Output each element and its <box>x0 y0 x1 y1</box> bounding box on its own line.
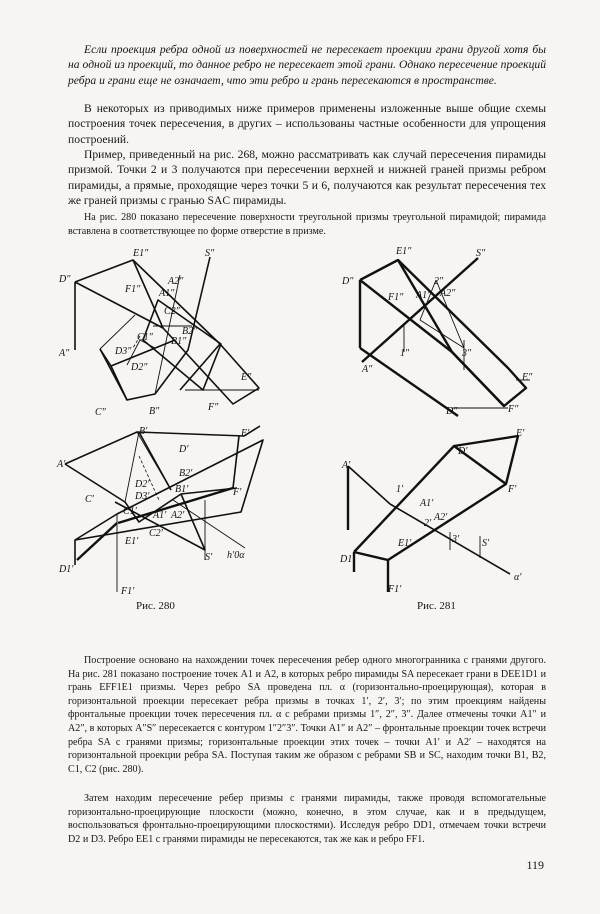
fig281-front-view <box>360 258 530 416</box>
svg-text:2′: 2′ <box>424 518 432 529</box>
fig280-front-view <box>75 257 259 404</box>
svg-text:A″: A″ <box>362 364 373 375</box>
svg-text:E′: E′ <box>241 428 250 439</box>
svg-text:D″: D″ <box>342 276 354 287</box>
paragraph-2: В некоторых из приводимых ниже примеров применены изложенные выше общие схемы построения точек пересечения, в других – использованы частные особенности для упрощения построений. <box>68 102 546 146</box>
svg-text:F1″: F1″ <box>388 292 404 303</box>
svg-text:C″: C″ <box>95 407 106 418</box>
svg-text:A″: A″ <box>59 348 70 359</box>
svg-text:A2″: A2″ <box>440 288 456 299</box>
svg-text:E″: E″ <box>522 372 533 383</box>
paragraph-5: Построение основано на нахождении точек пересечения ребер одного многогранника с гранями другого. На рис. 281 показано построение точек A1 и A2, в которых ребро пирамиды SA пересекает грани в DEE1D1 и грань EFF1E1 призмы. Через ребро SA проведена пл. α (горизонтально-проецирующая), которая в горизонтальной проекции пересекает ребра призмы в точках 1′, 2′, 3′; по этим проекциям найдены фронтальные проекции точек пересечения пл. α с ребрами призмы 1″, 2″, 3″. Далее отмечены точки A1″ и A2″, в которых A″S″ пересекается с контуром 1″2″3″. Точки A1″ и A2″ – фронтальные проекции точек встречи ребра SA с гранями призмы; горизонтальные проекции этих точек – точки A1′ и A2′ – находятся на горизонтальной проекции ребра SA. Поступая таким же образом с ребрами SB и SC, находим точки B1, B2, C1, C2 (рис. 280). <box>68 655 546 775</box>
fig281-labels-top <box>340 428 525 595</box>
fig280-labels-top <box>56 426 250 595</box>
svg-text:A2″: A2″ <box>168 276 184 287</box>
caption-figure-281: Рис. 281 <box>417 600 456 612</box>
svg-text:1″: 1″ <box>400 348 410 359</box>
svg-text:F1′: F1′ <box>121 586 135 595</box>
svg-text:D3′: D3′ <box>135 491 150 502</box>
paragraph-4: На рис. 280 показано пересечение поверхности треугольной призмы треугольной пирамидой; пирамида вставлена в соответствующее по форме отверстие в призме. <box>68 212 546 237</box>
svg-text:F″: F″ <box>208 402 219 413</box>
svg-text:2″: 2″ <box>434 276 444 287</box>
svg-text:E′: E′ <box>516 428 525 439</box>
svg-text:S″: S″ <box>205 248 215 259</box>
svg-text:D2″: D2″ <box>131 362 148 373</box>
svg-text:B2′: B2′ <box>179 468 193 479</box>
svg-text:A1″: A1″ <box>159 288 175 299</box>
svg-text:D′: D′ <box>458 446 468 457</box>
caption-figure-280: Рис. 280 <box>136 600 175 612</box>
svg-text:C1″: C1″ <box>137 332 153 343</box>
paragraph-1: Если проекция ребра одной из поверхностей не пересекает проекции грани другой хотя бы на одной из проекций, то данное ребро не пересекает этой грани. Однако пересечение проекций ребра и грани еще не означает, что эти ребро и грань пересекаются в пространстве. <box>68 43 546 87</box>
svg-text:D3″: D3″ <box>115 346 132 357</box>
svg-text:D′: D′ <box>179 444 189 455</box>
svg-text:S′: S′ <box>205 552 213 563</box>
svg-text:C1′: C1′ <box>123 506 137 517</box>
svg-text:S″: S″ <box>476 248 486 259</box>
svg-text:E1′: E1′ <box>125 536 139 547</box>
svg-text:F″: F″ <box>508 404 519 415</box>
svg-text:A2′: A2′ <box>434 512 448 523</box>
svg-text:B″: B″ <box>149 406 160 417</box>
svg-text:F1″: F1″ <box>125 284 141 295</box>
svg-text:C2′: C2′ <box>149 528 163 539</box>
svg-text:h′0α: h′0α <box>227 550 245 561</box>
figure-281 <box>340 240 540 595</box>
fig280-top-view <box>65 426 263 592</box>
svg-text:1′: 1′ <box>396 484 404 495</box>
svg-text:E1″: E1″ <box>396 246 412 257</box>
fig281-top-view <box>348 436 518 592</box>
page-number: 119 <box>526 858 544 872</box>
svg-text:A′: A′ <box>342 460 351 471</box>
svg-text:D″: D″ <box>446 406 458 417</box>
svg-text:A1′: A1′ <box>420 498 434 509</box>
svg-text:A2′: A2′ <box>171 510 185 521</box>
svg-text:F′: F′ <box>508 484 517 495</box>
svg-text:C′: C′ <box>85 494 94 505</box>
svg-text:B2″: B2″ <box>182 326 198 337</box>
fig281-labels-front <box>341 246 533 417</box>
svg-text:E1′: E1′ <box>398 538 412 549</box>
svg-text:B′: B′ <box>139 426 148 437</box>
svg-text:3″: 3″ <box>462 348 472 359</box>
svg-text:A1″: A1″ <box>416 290 432 301</box>
svg-text:F′: F′ <box>233 487 242 498</box>
svg-text:D1′: D1′ <box>340 554 355 565</box>
svg-text:A1′: A1′ <box>153 510 167 521</box>
svg-text:E″: E″ <box>241 372 252 383</box>
svg-text:D1′: D1′ <box>59 564 74 575</box>
svg-text:D2′: D2′ <box>135 479 150 490</box>
svg-text:B1″: B1″ <box>171 336 187 347</box>
svg-text:E1″: E1″ <box>133 248 149 259</box>
svg-text:F1′: F1′ <box>388 584 402 595</box>
svg-text:3′: 3′ <box>452 534 460 545</box>
svg-text:C2″: C2″ <box>164 306 180 317</box>
svg-text:A′: A′ <box>57 459 66 470</box>
paragraph-3: Пример, приведенный на рис. 268, можно рассматривать как случай пересечения пирамиды призмой. Точки 2 и 3 получаются при пересечении верхней и нижней граней призмы ребром пирамиды, а прямые, проходящие через точки 5 и 6, получаются как результат пересечения тех же граней призмы с гранью SAC пирамиды. <box>68 148 546 208</box>
svg-text:B1′: B1′ <box>175 484 189 495</box>
paragraph-6: Затем находим пересечение ребер призмы с гранями пирамиды, также проводя вспомогательные горизонтально-проецирующие плоскости (можно, конечно, в этом случае, как и в предыдущем, воспользоваться фронтально-проецирующими плоскостями). Исследуя ребро DD1, отмечаем точки встречи D2 и D3. Ребро EE1 с гранями пирамиды не пересекаются, так же как и ребро FF1. <box>68 793 546 845</box>
svg-text:α′: α′ <box>514 572 522 583</box>
svg-text:S′: S′ <box>482 538 490 549</box>
figure-280 <box>55 240 280 595</box>
svg-text:D″: D″ <box>59 274 71 285</box>
